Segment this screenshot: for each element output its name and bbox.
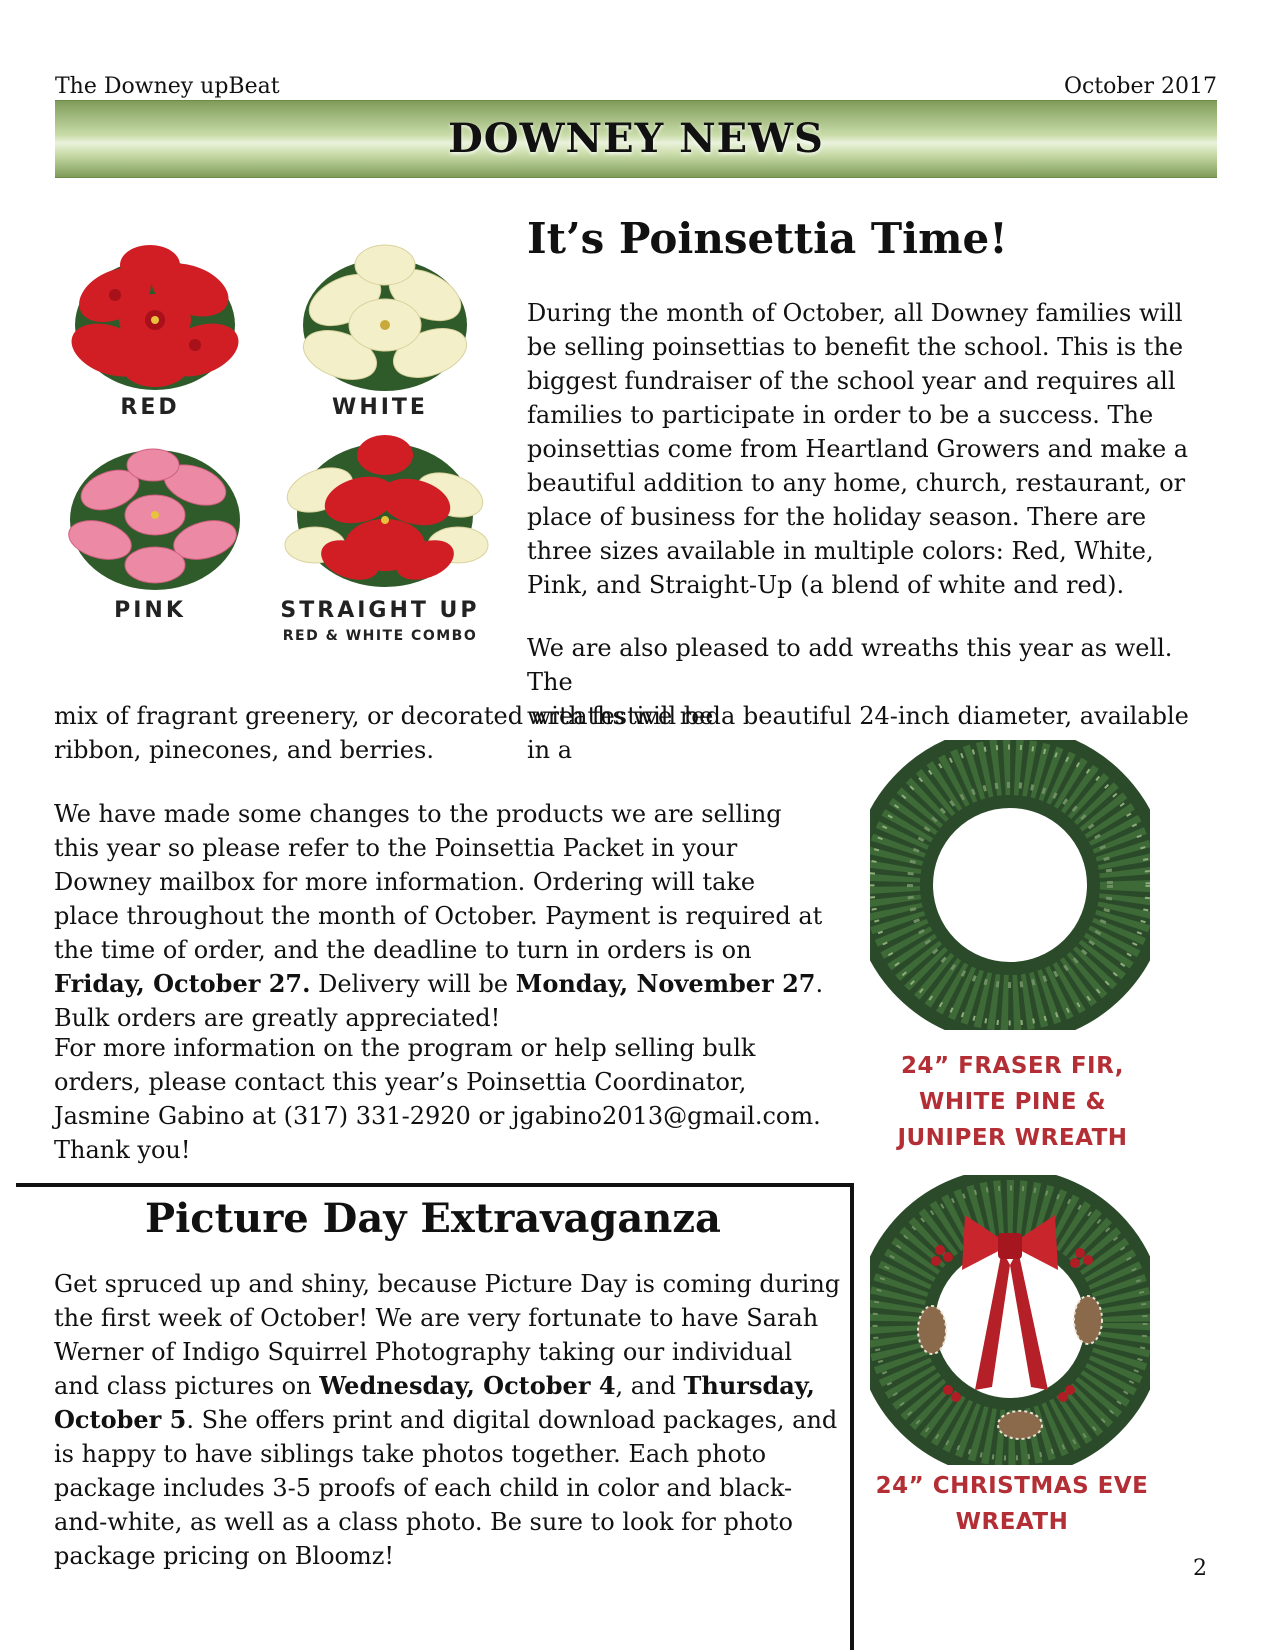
red-label: RED	[120, 395, 180, 420]
section-banner	[55, 100, 1217, 178]
wreath-1-caption-line-3: JUNIPER WREATH	[897, 1125, 1128, 1151]
poinsettia-paragraph-3	[54, 797, 824, 1035]
wreath-line-3: mix of fragrant greenery, or decorated with festive red ribbon, pinecones, and berries.	[54, 702, 721, 764]
poinsettia-paragraph-4	[54, 1031, 844, 1167]
picture-day-date-2: Thursday, October 5	[54, 1371, 815, 1434]
poinsettia-intro-text: During the month of October, all Downey families will be selling poinsettias to benefit the school. This is the biggest fundraiser of the school year and requires all families to participate in order to be a success. The poinsettias come from Heartland Growers and make a beautiful addition to any home, church, restaurant, or place of business for the holiday season. There are three sizes available in multiple colors: Red, White, Pink, and Straight-Up (a blend of white and red).	[527, 299, 1189, 599]
section-title: DOWNEY NEWS	[448, 115, 824, 162]
coordinator-contact: For more information on the program or help selling bulk orders, please contact this year’s Poinsettia Coordinator, Jasmine Gabino at (317) 331-2920 or jgabino2013@gmail.com. Thank you!	[54, 1034, 821, 1164]
white-label: WHITE	[332, 395, 428, 420]
wreath-intro-continued	[54, 699, 754, 767]
ordering-info	[54, 797, 824, 1035]
picture-day-heading: Picture Day Extravaganza	[145, 1195, 721, 1242]
poinsettia-heading: It’s Poinsettia Time!	[527, 214, 1008, 263]
picture-day-text-a: Get spruced up and shiny, because Picture Day is coming during the first week of October! We are very fortunate to have Sarah Werner of Indigo Squirrel Photography taking our individual and class pictures on	[54, 1270, 841, 1400]
poinsettia-grid	[50, 220, 510, 680]
picture-day-paragraph	[54, 1267, 844, 1573]
wreath-2-caption	[872, 1468, 1152, 1540]
fraser-fir-wreath-image	[870, 740, 1150, 1030]
straight-up-poinsettia-image	[280, 420, 480, 620]
poinsettia-paragraph-1	[527, 296, 1207, 602]
delivery-date: Monday, November 27	[515, 969, 816, 998]
wreath-line-2: wreaths will be a beautiful 24-inch diameter, available in a	[527, 702, 1189, 764]
issue-date: October 2017	[1063, 74, 1217, 99]
wreath-2-caption-line-1: 24” CHRISTMAS EVE	[875, 1473, 1149, 1499]
bulk-orders-text: . Bulk orders are greatly appreciated!	[54, 970, 824, 1032]
wreath-1-caption	[880, 1048, 1145, 1156]
page-number: 2	[1193, 1556, 1207, 1581]
delivery-text: Delivery will be	[310, 970, 516, 998]
picture-day-text-b: , and	[615, 1372, 684, 1400]
ordering-text: We have made some changes to the products we are selling this year so please refer to the Poinsettia Packet in your Downey mailbox for more information. Ordering will take place throughout the month of October. Payment is required at the time of order, and the deadline to turn in orders is on	[54, 800, 823, 964]
wreath-1-caption-line-1: 24” FRASER FIR,	[901, 1053, 1124, 1079]
wreath-2-caption-line-2: WREATH	[955, 1509, 1069, 1535]
pink-label: PINK	[114, 598, 186, 623]
picture-day-text	[54, 1267, 844, 1573]
picture-day-text-c: . She offers print and digital download packages, and is happy to have siblings take photos together. Each photo package includes 3-5 proofs of each child in color and black-and-white, as well as a class photo. Be sure to look for photo package pricing on Bloomz!	[54, 1406, 838, 1570]
deadline-date: Friday, October 27.	[54, 969, 311, 998]
wreath-line-1: We are also pleased to add wreaths this year as well. The	[527, 634, 1173, 696]
wreath-1-caption-line-2: WHITE PINE &	[918, 1089, 1107, 1115]
straight-up-sublabel: RED & WHITE COMBO	[282, 628, 478, 644]
christmas-eve-wreath-image	[870, 1175, 1150, 1465]
publication-name: The Downey upBeat	[55, 74, 280, 99]
straight-up-label: STRAIGHT UP	[280, 598, 480, 623]
picture-day-date-1: Wednesday, October 4	[319, 1371, 616, 1400]
